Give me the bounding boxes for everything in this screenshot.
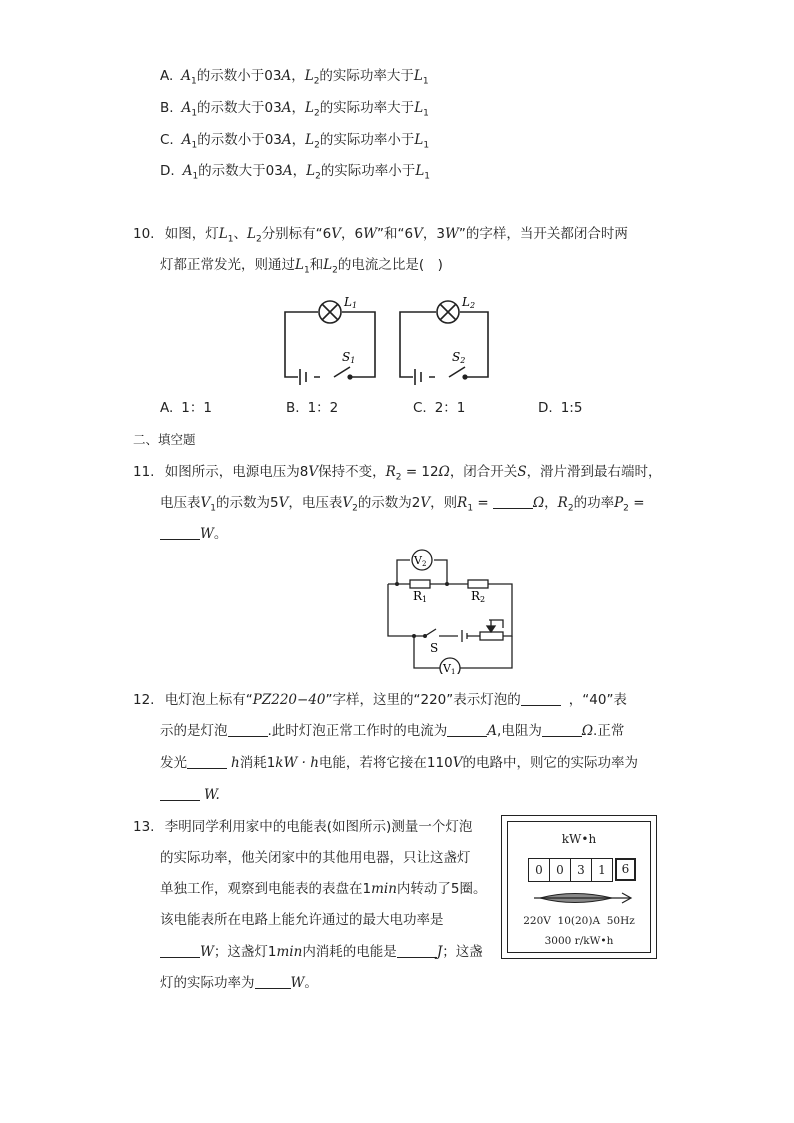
meter-rev: 3000 r/kW•h	[544, 935, 614, 947]
q13-line3	[160, 879, 487, 899]
resistor-r1-label: R1	[413, 589, 428, 604]
answer-blank[interactable]	[447, 722, 487, 737]
option-text: 1：2	[307, 400, 339, 416]
q13-number: 13.	[133, 819, 155, 835]
sym: R	[457, 495, 468, 511]
unit: min	[371, 881, 397, 897]
q12-line3	[160, 753, 638, 773]
sym: L	[306, 163, 316, 179]
text: ，则	[430, 495, 458, 511]
lamp-l2-label: L2	[462, 295, 476, 310]
option-letter: D.	[160, 163, 175, 179]
unit: Ω	[581, 723, 594, 739]
text: 的示数大于	[197, 100, 265, 116]
switch-s2-label: S2	[452, 350, 466, 365]
text: 的示数小于	[196, 68, 265, 84]
text: ，	[544, 495, 558, 511]
text: 的实际功率小于	[320, 163, 416, 179]
text: ，	[291, 132, 306, 148]
text: =	[473, 495, 493, 511]
q13-line6	[160, 973, 318, 993]
text: .正常	[593, 723, 625, 739]
sym: V	[342, 495, 353, 511]
q12-number: 12.	[133, 692, 155, 708]
sym-l2: L	[246, 226, 256, 242]
q10-option[interactable]	[538, 398, 582, 418]
q11-circuit-diagram	[380, 548, 520, 674]
energy-meter	[501, 815, 657, 959]
text: ，6	[341, 226, 364, 242]
unit: W	[444, 226, 459, 242]
q10-option[interactable]	[413, 398, 465, 418]
meter-digit: 0	[549, 858, 571, 882]
text: 的示数小于	[197, 132, 265, 148]
model: PZ220−40	[252, 692, 326, 708]
unit: V	[308, 464, 319, 480]
text: ”的字样，当开关都闭合时两	[458, 226, 628, 242]
sym: A	[181, 68, 192, 84]
text: 灯的实际功率为	[160, 975, 255, 991]
unit: A	[281, 68, 292, 84]
answer-blank[interactable]	[397, 943, 437, 958]
unit: V	[278, 495, 289, 511]
option-letter: A.	[160, 68, 174, 84]
meter-spec: 220V 10(20)A 50Hz	[523, 915, 635, 927]
q11-line1	[133, 462, 662, 488]
voltmeter-v2-label: V2	[414, 554, 427, 568]
sub: 1	[424, 171, 431, 182]
answer-blank[interactable]	[493, 494, 533, 509]
sub: 2	[332, 265, 338, 276]
text: ”字样，这里的“220”表示灯泡的	[325, 692, 521, 708]
answer-blank[interactable]	[160, 943, 200, 958]
unit: A	[487, 723, 498, 739]
q11-line3	[160, 524, 227, 544]
q11-number: 11.	[133, 464, 155, 480]
sym: L	[414, 100, 424, 116]
option-letter: B.	[160, 100, 174, 116]
sub: 1	[210, 503, 216, 514]
text: ”和“6	[377, 226, 414, 242]
text: 的示数为2	[357, 495, 421, 511]
sym-l1: L	[218, 226, 228, 242]
text: ，3	[422, 226, 445, 242]
text: 灯都正常发光，则通过	[160, 257, 295, 273]
sub: 2	[313, 76, 320, 87]
q11-line2	[160, 493, 645, 519]
text: 的功率	[573, 495, 615, 511]
unit: J	[436, 944, 443, 960]
sym: P	[614, 495, 624, 511]
sym: L	[304, 68, 314, 84]
sub: 1	[191, 140, 198, 151]
sub: 1	[192, 171, 199, 182]
text: 的示数为5	[215, 495, 279, 511]
q13-line5	[160, 942, 483, 962]
meter-unit: kW•h	[561, 832, 597, 846]
meter-digits	[529, 858, 636, 882]
sub: 2	[352, 503, 358, 514]
answer-blank[interactable]	[160, 525, 200, 540]
text: .此时灯泡正常工作时的电流为	[267, 723, 448, 739]
text: 的电流之比是( )	[337, 257, 443, 273]
unit: A	[282, 163, 293, 179]
text: 的实际功率大于	[319, 100, 415, 116]
text: ，电压表	[288, 495, 343, 511]
sym: L	[413, 68, 423, 84]
text: 李明同学利用家中的电能表(如图所示)测量一个灯泡	[164, 819, 473, 835]
answer-blank[interactable]	[187, 754, 227, 769]
unit: V	[452, 755, 463, 771]
unit: Ω	[438, 464, 450, 480]
q9-option	[160, 161, 430, 187]
text: 的实际功率小于	[319, 132, 415, 148]
q12-line1	[133, 690, 627, 710]
meter-digit: 6	[615, 858, 636, 881]
answer-blank[interactable]	[542, 722, 582, 737]
text: ，“40”表	[568, 692, 627, 708]
option-text: 1：1	[181, 400, 212, 416]
meter-disc-icon	[534, 888, 634, 908]
q10-line2	[160, 255, 443, 281]
sub: 1	[191, 76, 197, 87]
resistor-r2-label: R2	[471, 589, 486, 604]
sym: L	[304, 100, 314, 116]
unit: V	[331, 226, 342, 242]
sub: 2	[315, 171, 321, 182]
unit: W	[200, 526, 214, 542]
text: ，	[291, 100, 305, 116]
q10-text: 如图，灯	[164, 226, 219, 242]
unit: W.	[204, 787, 220, 803]
sym: A	[182, 163, 193, 179]
answer-blank[interactable]	[228, 722, 268, 737]
sub: 2	[567, 503, 574, 514]
unit: V	[420, 495, 431, 511]
text: 消耗1	[239, 755, 276, 771]
unit: A	[281, 132, 292, 148]
option-letter: D.	[538, 400, 553, 416]
sym: S	[517, 464, 527, 480]
energy-meter-face	[507, 821, 651, 953]
answer-blank[interactable]	[160, 786, 200, 801]
section-title: 二、填空题	[133, 432, 196, 447]
sym: L	[323, 257, 333, 273]
unit: A	[281, 100, 292, 116]
sub: 2	[314, 140, 320, 151]
q12-line2	[160, 721, 624, 741]
q10-number: 10.	[133, 226, 155, 242]
text: ，	[292, 163, 307, 179]
q13-line1	[133, 817, 472, 837]
unit: V	[413, 226, 423, 242]
q10-option[interactable]	[286, 398, 338, 418]
text: 、	[233, 226, 247, 242]
sub: 1	[303, 265, 310, 276]
sym: A	[181, 132, 192, 148]
text: 单独工作，观察到电能表的表盘在1	[160, 881, 372, 897]
text: 内消耗的电能是	[302, 944, 397, 960]
text: ,电阻为	[497, 723, 542, 739]
unit: Ω	[532, 495, 545, 511]
sym: L	[295, 257, 304, 273]
answer-blank[interactable]	[521, 691, 561, 706]
unit: min	[276, 944, 303, 960]
q9-option	[160, 66, 429, 92]
text: 发光	[160, 755, 187, 771]
switch-s-label: S	[430, 641, 439, 655]
option-letter: C.	[413, 400, 427, 416]
unit: kW · h	[275, 755, 319, 771]
sym: L	[305, 132, 315, 148]
text: ，闭合开关	[449, 464, 518, 480]
option-text: 2：1	[434, 400, 466, 416]
sym: L	[414, 132, 424, 148]
unit: W	[290, 975, 305, 991]
text: 。	[213, 526, 228, 542]
text: 内转动了5圈。	[396, 881, 487, 897]
meter-digit: 1	[591, 858, 613, 882]
sym: R	[385, 464, 396, 480]
option-text: 1:5	[560, 400, 583, 416]
sub: 2	[395, 472, 402, 483]
number: 03	[264, 68, 282, 84]
number: 03	[265, 163, 283, 179]
meter-digit: 3	[570, 858, 592, 882]
text: ；这盏灯1	[213, 944, 277, 960]
sub: 2	[255, 234, 262, 245]
sub: 1	[422, 76, 429, 87]
answer-blank[interactable]	[255, 974, 291, 989]
q9-option	[160, 98, 429, 124]
voltmeter-v1-label: V1	[443, 662, 456, 674]
meter-digit: 0	[528, 858, 550, 882]
text: 示的是灯泡	[160, 723, 228, 739]
sub: 1	[423, 108, 429, 119]
unit: W	[363, 226, 378, 242]
q13-line2: 的实际功率，他关闭家中的其他用电器，只让这盏灯	[160, 850, 471, 866]
q9-option	[160, 130, 429, 156]
option-letter: B.	[286, 400, 300, 416]
sub: 1	[191, 108, 198, 119]
text: 电灯泡上标有“	[164, 692, 253, 708]
q10-option[interactable]	[160, 398, 212, 418]
text: 的示数大于	[198, 163, 266, 179]
unit: W	[200, 944, 214, 960]
option-letter: A.	[160, 400, 174, 416]
text: 和	[309, 257, 324, 273]
text: =	[628, 495, 645, 511]
sym: V	[200, 495, 211, 511]
sub: 1	[227, 234, 234, 245]
text: 保持不变，	[318, 464, 386, 480]
sym: A	[181, 100, 192, 116]
q10-circuit-diagram	[270, 290, 500, 385]
lamp-l1-label: L1	[344, 295, 358, 310]
q12-line4	[160, 785, 220, 805]
number: 03	[264, 132, 282, 148]
text: 如图所示，电源电压为8	[164, 464, 309, 480]
text: ，滑片滑到最右端时，	[526, 464, 662, 480]
text: ，	[291, 68, 305, 84]
sub: 2	[623, 503, 629, 514]
q13-line4: 该电能表所在电路上能允许通过的最大电功率是	[160, 912, 444, 928]
text: 。	[304, 975, 318, 991]
text: 电压表	[160, 495, 201, 511]
option-letter: C.	[160, 132, 174, 148]
text: 的电路中，则它的实际功率为	[462, 755, 638, 771]
text: = 12	[401, 464, 439, 480]
number: 03	[264, 100, 282, 116]
unit: h	[231, 755, 240, 771]
text: ；这盏	[442, 944, 483, 960]
sym: L	[415, 163, 425, 179]
sym: R	[557, 495, 568, 511]
sub: 1	[423, 140, 430, 151]
text: 的实际功率大于	[319, 68, 414, 84]
sub: 2	[313, 108, 320, 119]
switch-s1-label: S1	[342, 350, 356, 365]
q10-line1	[133, 224, 628, 250]
sub: 1	[467, 503, 474, 514]
text: 分别标有“6	[261, 226, 332, 242]
text: 电能，若将它接在110	[318, 755, 453, 771]
